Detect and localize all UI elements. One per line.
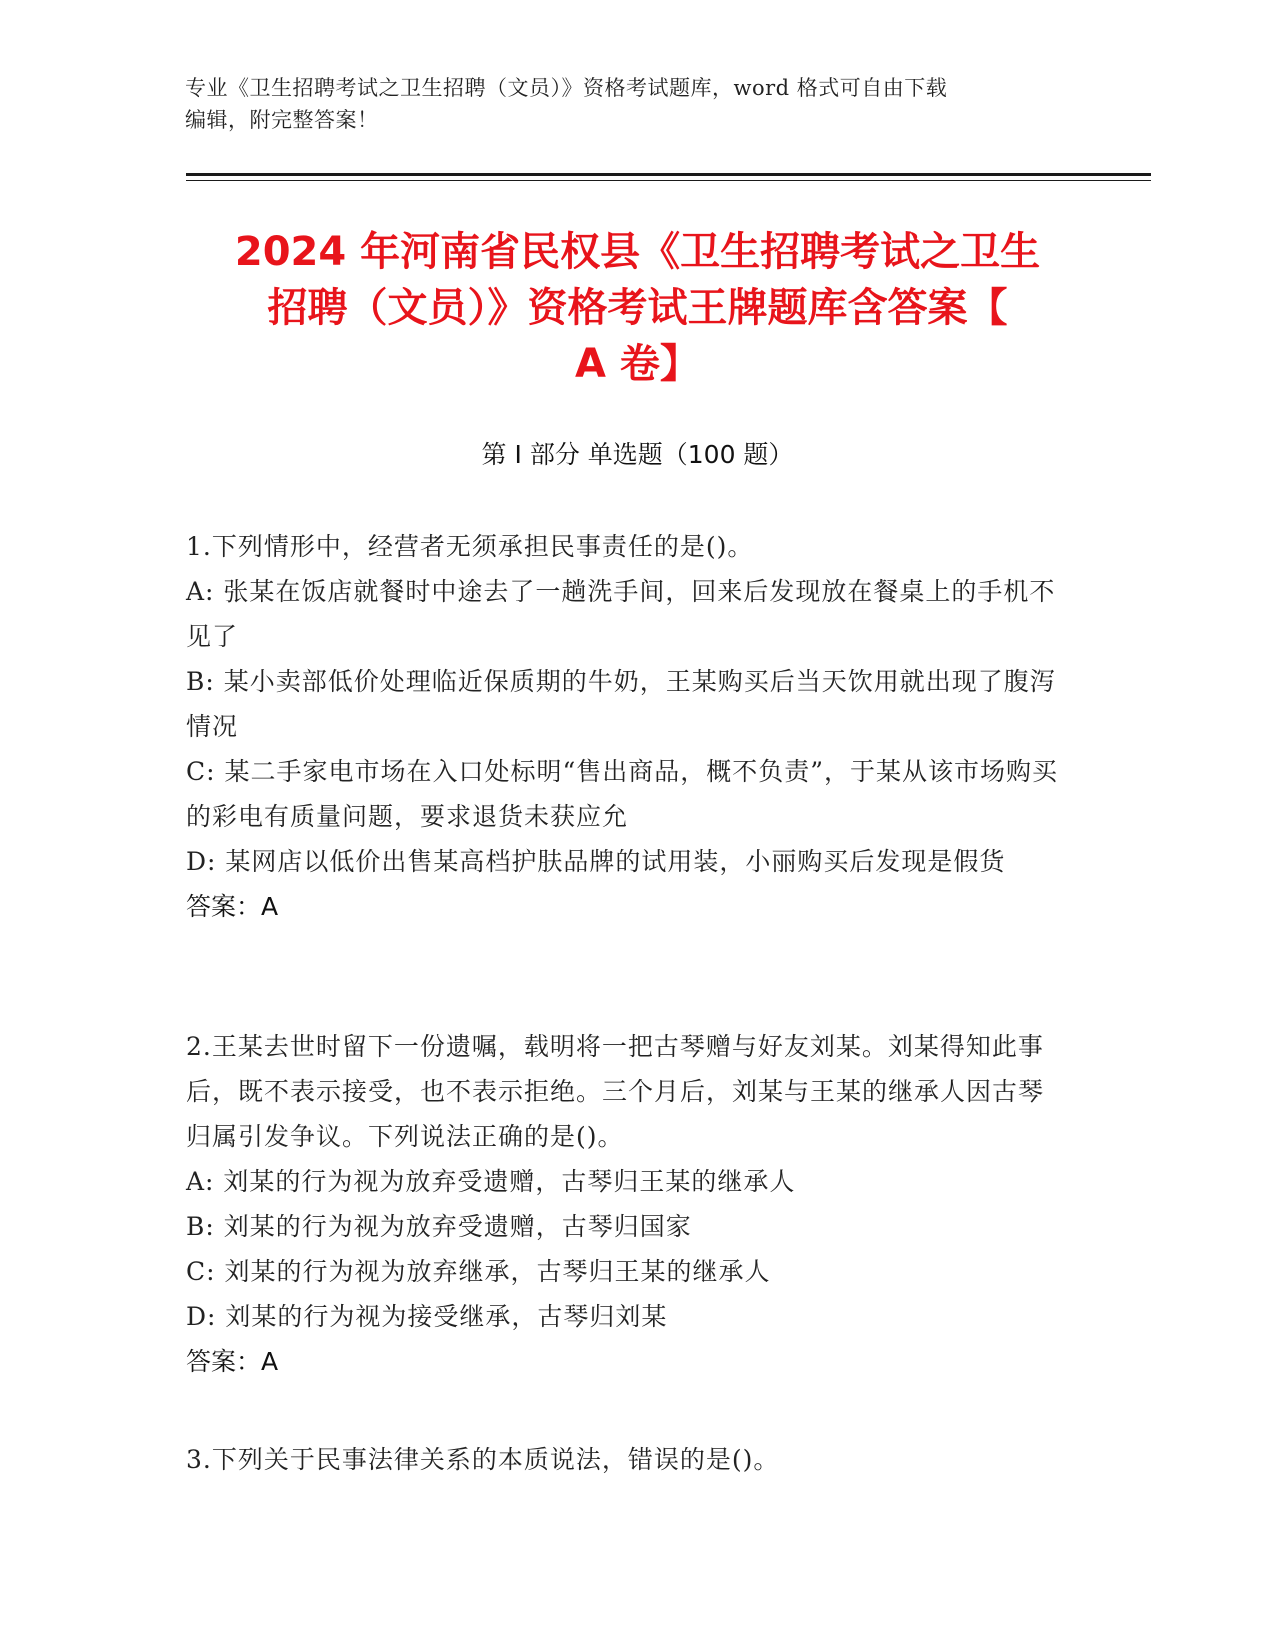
- header-note: [185, 72, 1085, 136]
- option-a: A: 张某在饭店就餐时中途去了一趟洗手间，回来后发现放在餐桌上的手机不见了: [186, 577, 1056, 651]
- question-3: [186, 1437, 1066, 1482]
- title-line-3: A 卷】: [575, 341, 700, 387]
- option-d: D: 某网店以低价出售某高档护肤品牌的试用装，小丽购买后发现是假货: [186, 847, 1006, 876]
- section-title: 第 I 部分 单选题（100 题）: [481, 440, 794, 469]
- header-rule-thin: [186, 180, 1151, 181]
- title-line-1: 2024 年河南省民权县《卫生招聘考试之卫生: [234, 229, 1041, 275]
- option-d: D: 刘某的行为视为接受继承，古琴归刘某: [186, 1302, 668, 1331]
- question-stem: 2.王某去世时留下一份遗嘱，载明将一把古琴赠与好友刘某。刘某得知此事后，既不表示接受，也不表示拒绝。三个月后，刘某与王某的继承人因古琴归属引发争议。下列说法正确的是()。: [186, 1032, 1045, 1151]
- question-stem: 1.下列情形中，经营者无须承担民事责任的是()。: [186, 532, 754, 561]
- option-a: A: 刘某的行为视为放弃受遗赠，古琴归王某的继承人: [186, 1167, 796, 1196]
- header-rule-thick: [186, 173, 1151, 176]
- header-note-line-1: 专业《卫生招聘考试之卫生招聘（文员）》资格考试题库，word 格式可自由下载: [185, 76, 948, 100]
- option-b: B: 刘某的行为视为放弃受遗赠，古琴归国家: [186, 1212, 692, 1241]
- question-stem: 3.下列关于民事法律关系的本质说法，错误的是()。: [186, 1445, 780, 1474]
- option-b: B: 某小卖部低价处理临近保质期的牛奶，王某购买后当天饮用就出现了腹泻情况: [186, 667, 1056, 741]
- answer-line: 答案：A: [186, 892, 279, 921]
- question-1: [186, 524, 1066, 929]
- title-line-2: 招聘（文员）》资格考试王牌题库含答案【: [267, 285, 1008, 331]
- option-c: C: 某二手家电市场在入口处标明“售出商品，概不负责”，于某从该市场购买的彩电有质量问题，要求退货未获应允: [186, 757, 1059, 831]
- question-2: [186, 1024, 1066, 1384]
- answer-line: 答案：A: [186, 1347, 279, 1376]
- document-title: [180, 224, 1095, 392]
- header-note-line-2: 编辑，附完整答案！: [185, 108, 379, 132]
- option-c: C: 刘某的行为视为放弃继承，古琴归王某的继承人: [186, 1257, 771, 1286]
